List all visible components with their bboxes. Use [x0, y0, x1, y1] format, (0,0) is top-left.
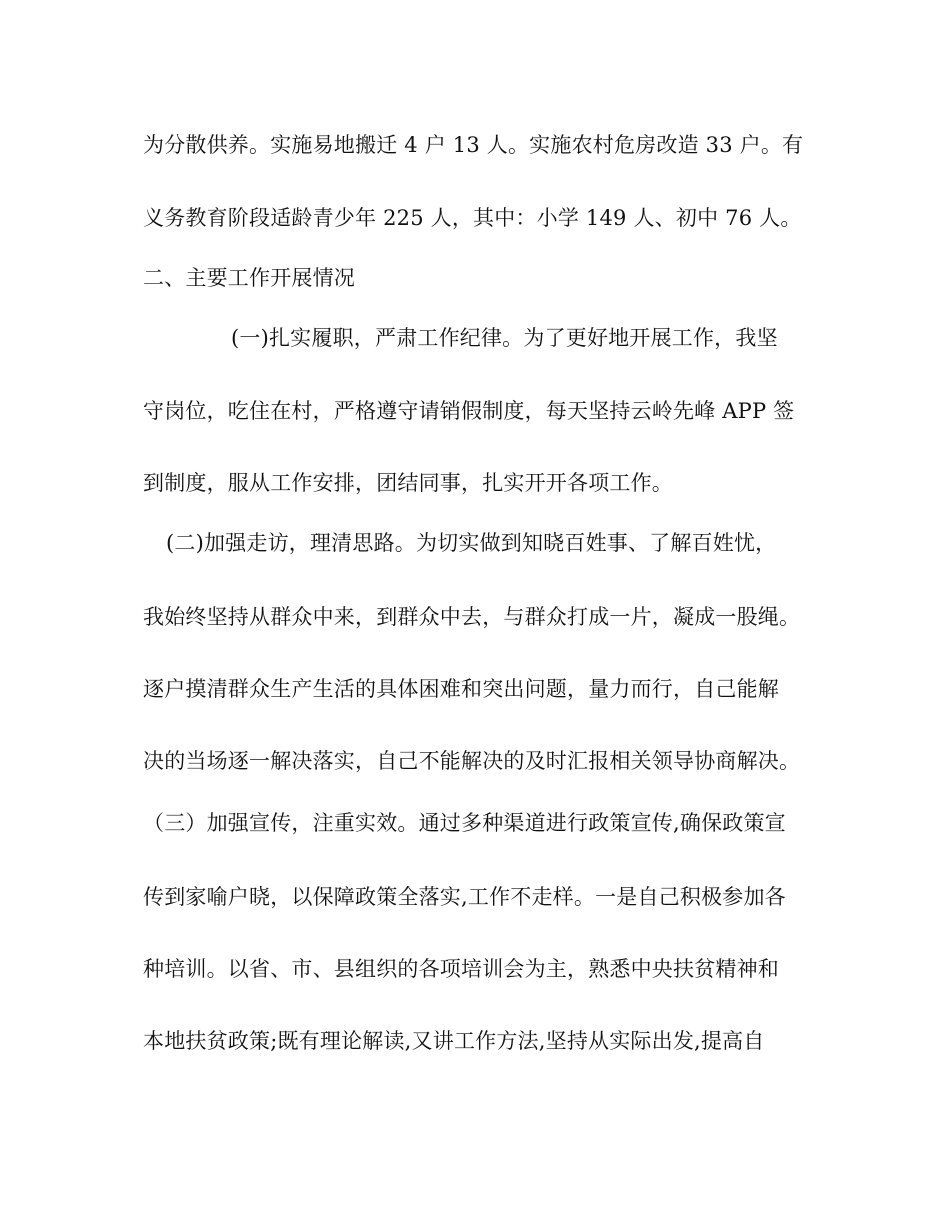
text-line-5: 守岗位，吃住在村，严格遵守请销假制度，每天坚持云岭先峰 APP 签 — [143, 399, 795, 423]
text-line-11: （三）加强宣传，注重实效。通过多种渠道进行政策宣传,确保政策宣 — [143, 811, 786, 835]
text-line-6: 到制度，服从工作安排，团结同事，扎实开开各项工作。 — [143, 471, 673, 495]
text-line-7: (二)加强走访，理清思路。为切实做到知晓百姓事、了解百姓忧， — [166, 531, 777, 555]
text-line-9: 逐户摸清群众生产生活的具体困难和突出问题，量力而行，自己能解 — [143, 677, 779, 701]
text-line-14: 本地扶贫政策;既有理论解读,又讲工作方法,坚持从实际出发,提高自 — [143, 1029, 765, 1053]
text-line-12: 传到家喻户晓，以保障政策全落实,工作不走样。一是自己积极参加各 — [143, 885, 786, 909]
text-line-8: 我始终坚持从群众中来，到群众中去，与群众打成一片，凝成一股绳。 — [143, 605, 801, 629]
text-line-1: 为分散供养。实施易地搬迁 4 户 13 人。实施农村危房改造 33 户。有 — [143, 133, 804, 157]
text-line-13: 种培训。以省、市、县组织的各项培训会为主，熟悉中央扶贫精神和 — [143, 957, 779, 981]
text-line-10: 决的当场逐一解决落实，自己不能解决的及时汇报相关领导协商解决。 — [143, 749, 801, 773]
text-line-4: (一)扎实履职，严肃工作纪律。为了更好地开展工作，我坚 — [231, 326, 778, 350]
section-heading: 二、主要工作开展情况 — [143, 266, 355, 290]
text-line-2: 义务教育阶段适龄青少年 225 人，其中：小学 149 人、初中 76 人。 — [143, 206, 802, 230]
